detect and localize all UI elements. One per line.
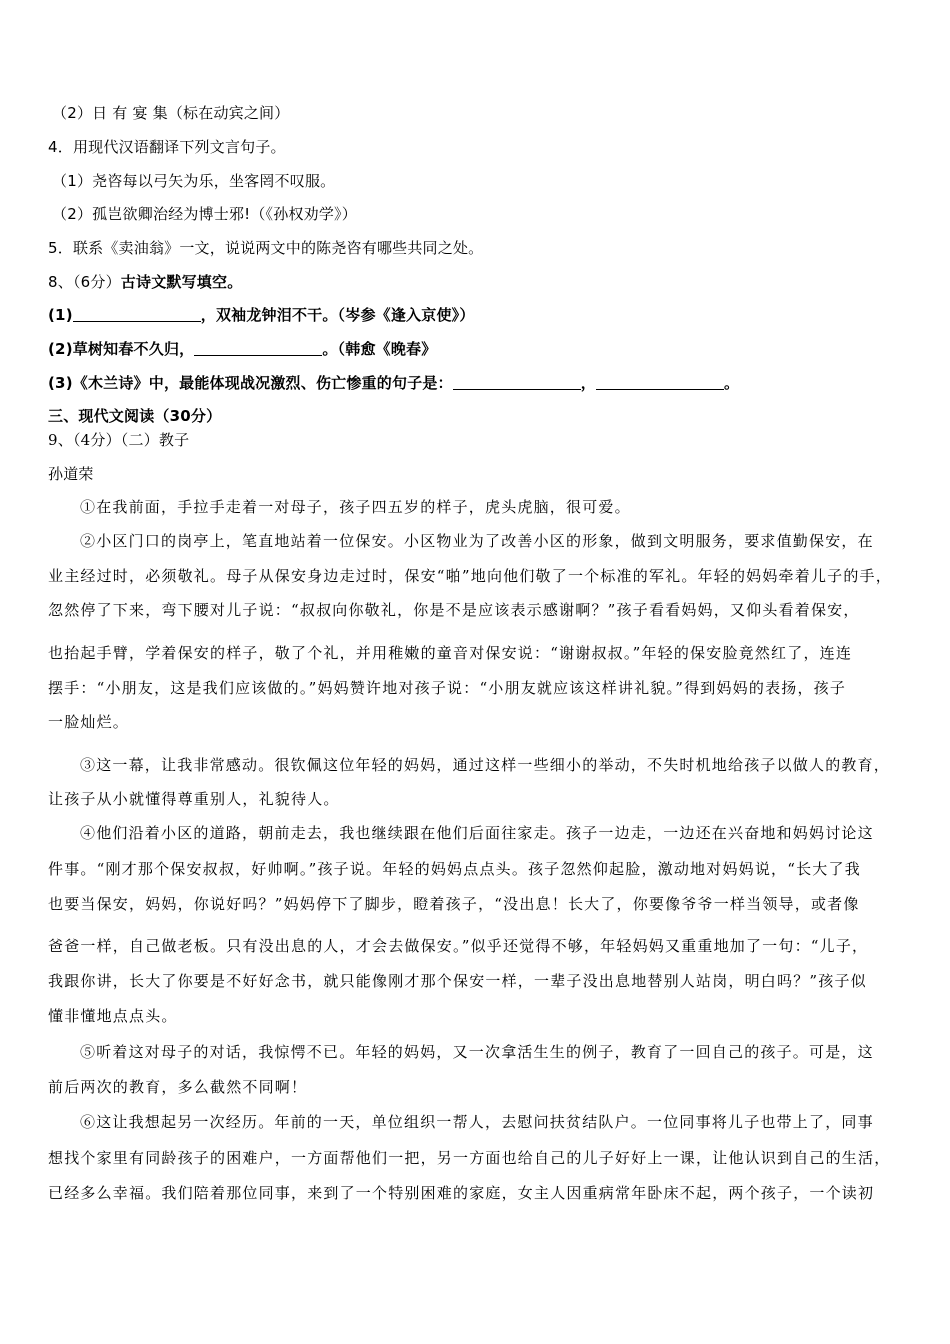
paragraph-5-line-2: 前后两次的教育，多么截然不同啊！ xyxy=(48,1078,308,1096)
paragraph-2-line-4: 也抬起手臂，学着保安的样子，敬了个礼，并用稚嫩的童音对保安说：“谢谢叔叔。”年轻的保安脸竟然红了，连连 xyxy=(48,644,853,662)
paragraph-2-line-6: 一脸灿烂。 xyxy=(48,713,130,731)
paragraph-4-line-6: 懂非懂地点点头。 xyxy=(48,1007,178,1025)
q4-item-2: （2）孤岂欲卿治经为博士邪!（《孙权劝学》） xyxy=(52,205,357,223)
paragraph-4-line-3: 也要当保安，妈妈，你说好吗？”妈妈停下了脚步，瞪着孩子，“没出息！长大了，你要像爷爷一样当领导，或者像 xyxy=(48,895,860,913)
q8-item-2-prefix: (2)草树知春不久归， xyxy=(48,340,195,358)
q8-item-3 xyxy=(48,373,910,393)
q4-title: 4．用现代汉语翻译下列文言句子。 xyxy=(48,138,286,156)
q8-item-1-suffix: ，双袖龙钟泪不干。（岑参《逢入京使》） xyxy=(200,306,475,324)
q8-item-2-suffix: 。（韩愈《晚春》 xyxy=(322,340,437,358)
paragraph-4-line-1: ④他们沿着小区的道路，朝前走去，我也继续跟在他们后面往家走。孩子一边走，一边还在兴奋地和妈妈讨论这 xyxy=(80,824,874,842)
paragraph-6-line-2: 想找个家里有同龄孩子的困难户，一方面帮他们一把，另一方面也给自己的儿子好好上一课，让他认识到自己的生活， xyxy=(48,1149,891,1167)
fill-blank-3[interactable] xyxy=(453,375,581,390)
paragraph-2-line-3: 忽然停了下来，弯下腰对儿子说：“叔叔向你敬礼，你是不是应该表示感谢啊？”孩子看看妈妈，又仰头看着保安， xyxy=(48,601,860,619)
q8-instruction: 古诗文默写填空。 xyxy=(120,273,243,291)
q9-title: 9、（4分）（二）教子 xyxy=(48,431,190,449)
paragraph-5-line-1: ⑤听着这对母子的对话，我惊愕不已。年轻的妈妈，又一次拿活生生的例子，教育了一回自己的孩子。可是，这 xyxy=(80,1043,874,1061)
fill-blank-4[interactable] xyxy=(596,375,724,390)
q8-item-2 xyxy=(48,339,910,359)
fill-blank-2[interactable] xyxy=(194,341,322,356)
q8-title xyxy=(48,272,910,292)
paragraph-2-line-1: ②小区门口的岗亭上，笔直地站着一位保安。小区物业为了改善小区的形象，做到文明服务，要求值勤保安，在 xyxy=(80,532,874,550)
paragraph-3-line-2: 让孩子从小就懂得尊重别人，礼貌待人。 xyxy=(48,790,340,808)
q4-item-1: （1）尧咨每以弓矢为乐，坐客罔不叹服。 xyxy=(52,172,336,190)
q8-item-3-prefix: (3)《木兰诗》中，最能体现战况激烈、伤亡惨重的句子是： xyxy=(48,374,453,392)
author: 孙道荣 xyxy=(48,465,94,483)
paragraph-1-line-1: ①在我前面，手拉手走着一对母子，孩子四五岁的样子，虎头虎脑，很可爱。 xyxy=(80,498,631,516)
paragraph-2-line-5: 摆手：“小朋友，这是我们应该做的。”妈妈赞许地对孩子说：“小朋友就应该这样讲礼貌。”得到妈妈的表扬，孩子 xyxy=(48,679,847,697)
section-heading: 三、现代文阅读（30分） xyxy=(48,407,222,425)
q8-item-1-prefix: (1) xyxy=(48,306,73,324)
paragraph-3-line-1: ③这一幕，让我非常感动。很钦佩这位年轻的妈妈，通过这样一些细小的举动，不失时机地给孩子以做人的教育， xyxy=(80,756,891,774)
q8-item-3-suffix: 。 xyxy=(723,374,740,392)
paragraph-6-line-1: ⑥这让我想起另一次经历。年前的一天，单位组织一帮人，去慰问扶贫结队户。一位同事将儿子也带上了，同事 xyxy=(80,1113,874,1131)
paragraph-6-line-3: 已经多么幸福。我们陪着那位同事，来到了一个特别困难的家庭，女主人因重病常年卧床不起，两个孩子，一个读初 xyxy=(48,1184,875,1202)
paragraph-4-line-5: 我跟你讲，长大了你要是不好好念书，就只能像刚才那个保安一样，一辈子没出息地替别人站岗，明白吗？”孩子似 xyxy=(48,972,867,990)
q8-number: 8、（6分） xyxy=(48,273,121,291)
q5-title: 5．联系《卖油翁》一文，说说两文中的陈尧咨有哪些共同之处。 xyxy=(48,239,484,257)
fill-blank-1[interactable] xyxy=(73,307,201,322)
q8-item-1 xyxy=(48,305,910,325)
paragraph-2-line-2: 业主经过时，必须敬礼。母子从保安身边走过时，保安“啪”地向他们敬了一个标准的军礼。年轻的妈妈牵着儿子的手， xyxy=(48,567,892,585)
q8-item-3-mid: ， xyxy=(580,374,596,392)
paragraph-4-line-4: 爸爸一样，自己做老板。只有没出息的人，才会去做保安。”似乎还觉得不够，年轻妈妈又重重地加了一句：“儿子， xyxy=(48,937,869,955)
paragraph-4-line-2: 件事。“刚才那个保安叔叔，好帅啊。”孩子说。年轻的妈妈点点头。孩子忽然仰起脸，激动地对妈妈说，“长大了我 xyxy=(48,860,861,878)
q7-sub-2: （2）日 有 宴 集（标在动宾之间） xyxy=(52,104,290,122)
